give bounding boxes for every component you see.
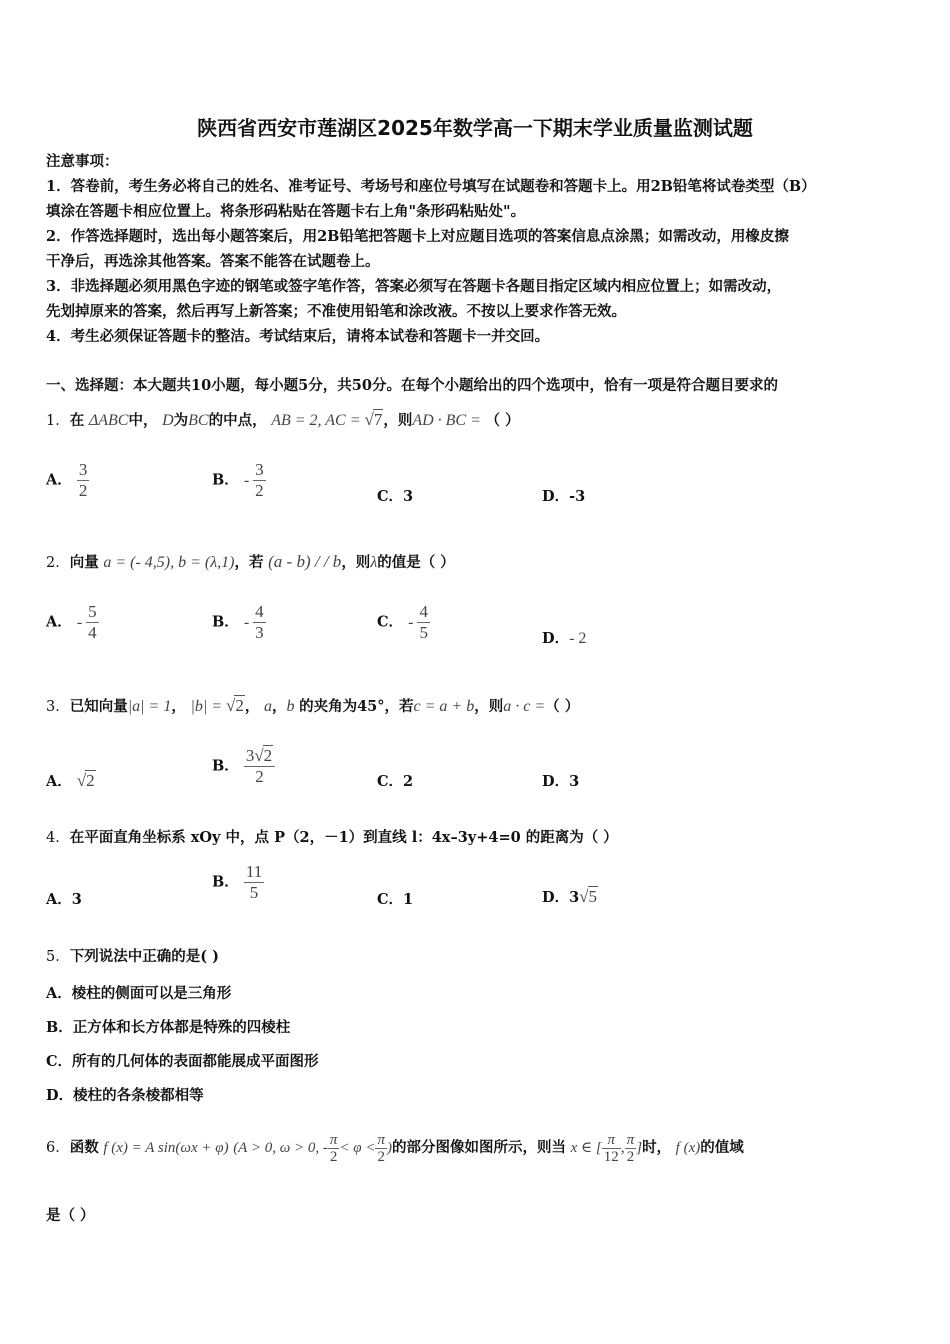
q-text: 在平面直角坐标系 xOy 中，点 P（2，－1）到直线 l：4x–3y+4=0 的距离为（ ） [69, 829, 618, 846]
question-number: 1． [46, 413, 70, 429]
q-math: a [263, 698, 272, 715]
section-heading: 一、选择题：本大题共10小题，每小题5分，共50分。在每个小题给出的四个选项中，恰有一项是符合题目要求的 [46, 377, 778, 394]
q-text: ，则 [341, 554, 371, 571]
option-b[interactable]: B．正方体和长方体都是特殊的四棱柱 [46, 1019, 291, 1036]
q-math: λ [370, 554, 378, 571]
notice-line: 填涂在答题卡相应位置上。将条形码粘贴在答题卡右上角"条形码粘贴处"。 [46, 203, 526, 220]
option-b[interactable]: B． - $\frac{4}{3}$ [212, 602, 264, 642]
option-d[interactable]: D．-3 [542, 488, 586, 505]
q-math: c = a + b [413, 698, 475, 715]
fraction: $\frac{\pi}{2}$ [377, 1131, 385, 1165]
q-text: ，则 [474, 698, 504, 715]
fraction: $\frac{5}{4}$ [88, 602, 97, 642]
q-text: 为 [173, 412, 189, 429]
q-text: 向量 [69, 554, 99, 571]
question-number: 2． [46, 555, 70, 571]
q-text: ， [171, 698, 186, 715]
q-text: ， [271, 698, 287, 715]
question-number: 5． [46, 949, 70, 965]
option-a[interactable]: A． - $\frac{5}{4}$ [46, 602, 97, 642]
q-text: 中， [128, 412, 158, 429]
fraction: $\frac{4}{5}$ [419, 602, 428, 642]
fraction: $\frac{\pi}{12}$ [603, 1131, 619, 1165]
question-1 [46, 408, 520, 433]
q-text: 函数 [69, 1139, 99, 1156]
option-c[interactable]: C． - $\frac{4}{5}$ [377, 602, 428, 642]
notice-line: 1．答卷前，考生务必将自己的姓名、准考证号、考场号和座位号填写在试题卷和答题卡上。用2B铅笔将试卷类型（B） [46, 178, 816, 195]
q-math: AB = 2, AC = [271, 412, 365, 429]
notice-line: 4．考生必须保证答题卡的整洁。考试结束后，请将本试卷和答题卡一并交回。 [46, 328, 550, 345]
option-a[interactable]: A．3 [46, 891, 82, 908]
q-math: (a - b) / / b [268, 552, 342, 571]
option-c[interactable]: C．所有的几何体的表面都能展成平面图形 [46, 1053, 319, 1070]
fraction: $\frac{\pi}{2}$ [626, 1131, 635, 1165]
q-text: 的夹角为45°，若 [299, 698, 414, 715]
q-text: ，则 [383, 412, 413, 429]
q-math: ] [636, 1140, 643, 1156]
notice-heading: 注意事项： [46, 153, 119, 170]
sqrt: √7 [364, 410, 383, 429]
q-math: AD · BC = [412, 412, 481, 429]
q-math: |b| = [190, 698, 227, 715]
fraction: $\frac{3}{2}$ [78, 460, 88, 500]
question-3 [46, 694, 579, 719]
q-text: 的值是（ ） [377, 554, 455, 571]
question-5 [46, 945, 219, 969]
notice-line: 先划掉原来的答案，然后再写上新答案；不准使用铅笔和涂改液。不按以上要求作答无效。 [46, 303, 626, 320]
option-c[interactable]: C．1 [377, 891, 414, 908]
q-math: a · c = [503, 698, 546, 715]
q-text: （ ） [545, 698, 580, 715]
fraction: $\frac{3√2}{2}$ [244, 746, 275, 787]
question-6: 6．函数 f (x) = A sin(ωx + φ) (A > 0, ω > 0, - $\frac{\pi}{2}$ < φ < $\frac{\pi}{2}$ )的部分图像如图所示，则当 x ∈ [ $\frac{\pi}{12}$ , $\frac{\pi}{2}$ ]时， f (x)的值域 [46, 1131, 744, 1165]
option-c[interactable]: C．3 [377, 488, 414, 505]
option-b[interactable]: B． $\frac{3√2}{2}$ [212, 746, 275, 787]
q-math: |a| = 1 [127, 698, 172, 715]
q-text: ， [244, 698, 260, 715]
option-b[interactable]: B． - $\frac{3}{2}$ [212, 460, 264, 500]
option-d[interactable]: D．3√5 [542, 887, 598, 906]
q-math: a = (- 4,5), b = (λ,1) [103, 554, 235, 571]
option-d[interactable]: D．3 [542, 773, 580, 790]
q-math: f (x) [675, 1140, 701, 1156]
question-number: 3． [46, 699, 70, 715]
q-math: x ∈ [ [570, 1140, 602, 1156]
q-math: ) [386, 1140, 392, 1156]
fraction: $\frac{3}{2}$ [255, 460, 264, 500]
sqrt: √2 [76, 771, 95, 790]
sqrt: √5 [579, 887, 598, 906]
q-text: 时， [642, 1139, 672, 1156]
q-math: ΔABC [88, 412, 129, 429]
notice-line: 干净后，再选涂其他答案。答案不能答在试题卷上。 [46, 253, 380, 270]
q-text: 的值域 [700, 1139, 744, 1156]
notice-line: 3．非选择题必须用黑色字迹的钢笔或签字笔作答，答案必须写在答题卡各题目指定区域内相应位置上；如需改动， [46, 278, 782, 295]
question-number: 6． [46, 1140, 70, 1156]
question-6-continued: 是（ ） [46, 1207, 95, 1224]
q-text: ，若 [234, 554, 264, 571]
notice-line: 2．作答选择题时，选出每小题答案后，用2B铅笔把答题卡上对应题目选项的答案信息点涂黑；如需改动，用橡皮擦 [46, 228, 789, 245]
q-math: f (x) = A sin(ωx + φ) [103, 1140, 229, 1156]
q-text: 的中点， [208, 412, 267, 429]
q-text: 下列说法中正确的是( ) [69, 948, 220, 965]
q-math: BC [188, 412, 209, 429]
page-title: 陕西省西安市莲湖区2025年数学高一下期末学业质量监测试题 [197, 116, 753, 140]
option-d[interactable]: D．棱柱的各条棱都相等 [46, 1087, 204, 1104]
q-math: < φ < [339, 1140, 376, 1156]
fraction: $\frac{4}{3}$ [255, 602, 264, 642]
q-math: D [162, 412, 174, 429]
question-2 [46, 550, 455, 575]
sqrt: √2 [226, 696, 244, 715]
fraction: $\frac{\pi}{2}$ [329, 1131, 338, 1165]
fraction: $\frac{11}{5}$ [245, 862, 263, 902]
option-d[interactable]: D．- 2 [542, 630, 587, 647]
q-math: (A > 0, ω > 0, - [233, 1140, 328, 1156]
q-text: 的部分图像如图所示，则当 [391, 1139, 566, 1156]
question-4 [46, 826, 618, 850]
q-text: 已知向量 [69, 698, 128, 715]
option-b[interactable]: B． $\frac{11}{5}$ [212, 862, 263, 902]
q-math: b [286, 698, 295, 715]
option-a[interactable]: A．棱柱的侧面可以是三角形 [46, 985, 232, 1002]
question-number: 4． [46, 830, 70, 846]
option-a[interactable]: A． √2 [46, 771, 95, 790]
option-c[interactable]: C．2 [377, 773, 414, 790]
q-text: 在 [69, 412, 85, 429]
q-text: （ ） [485, 412, 520, 429]
option-a[interactable]: A． $\frac{3}{2}$ [46, 460, 88, 500]
